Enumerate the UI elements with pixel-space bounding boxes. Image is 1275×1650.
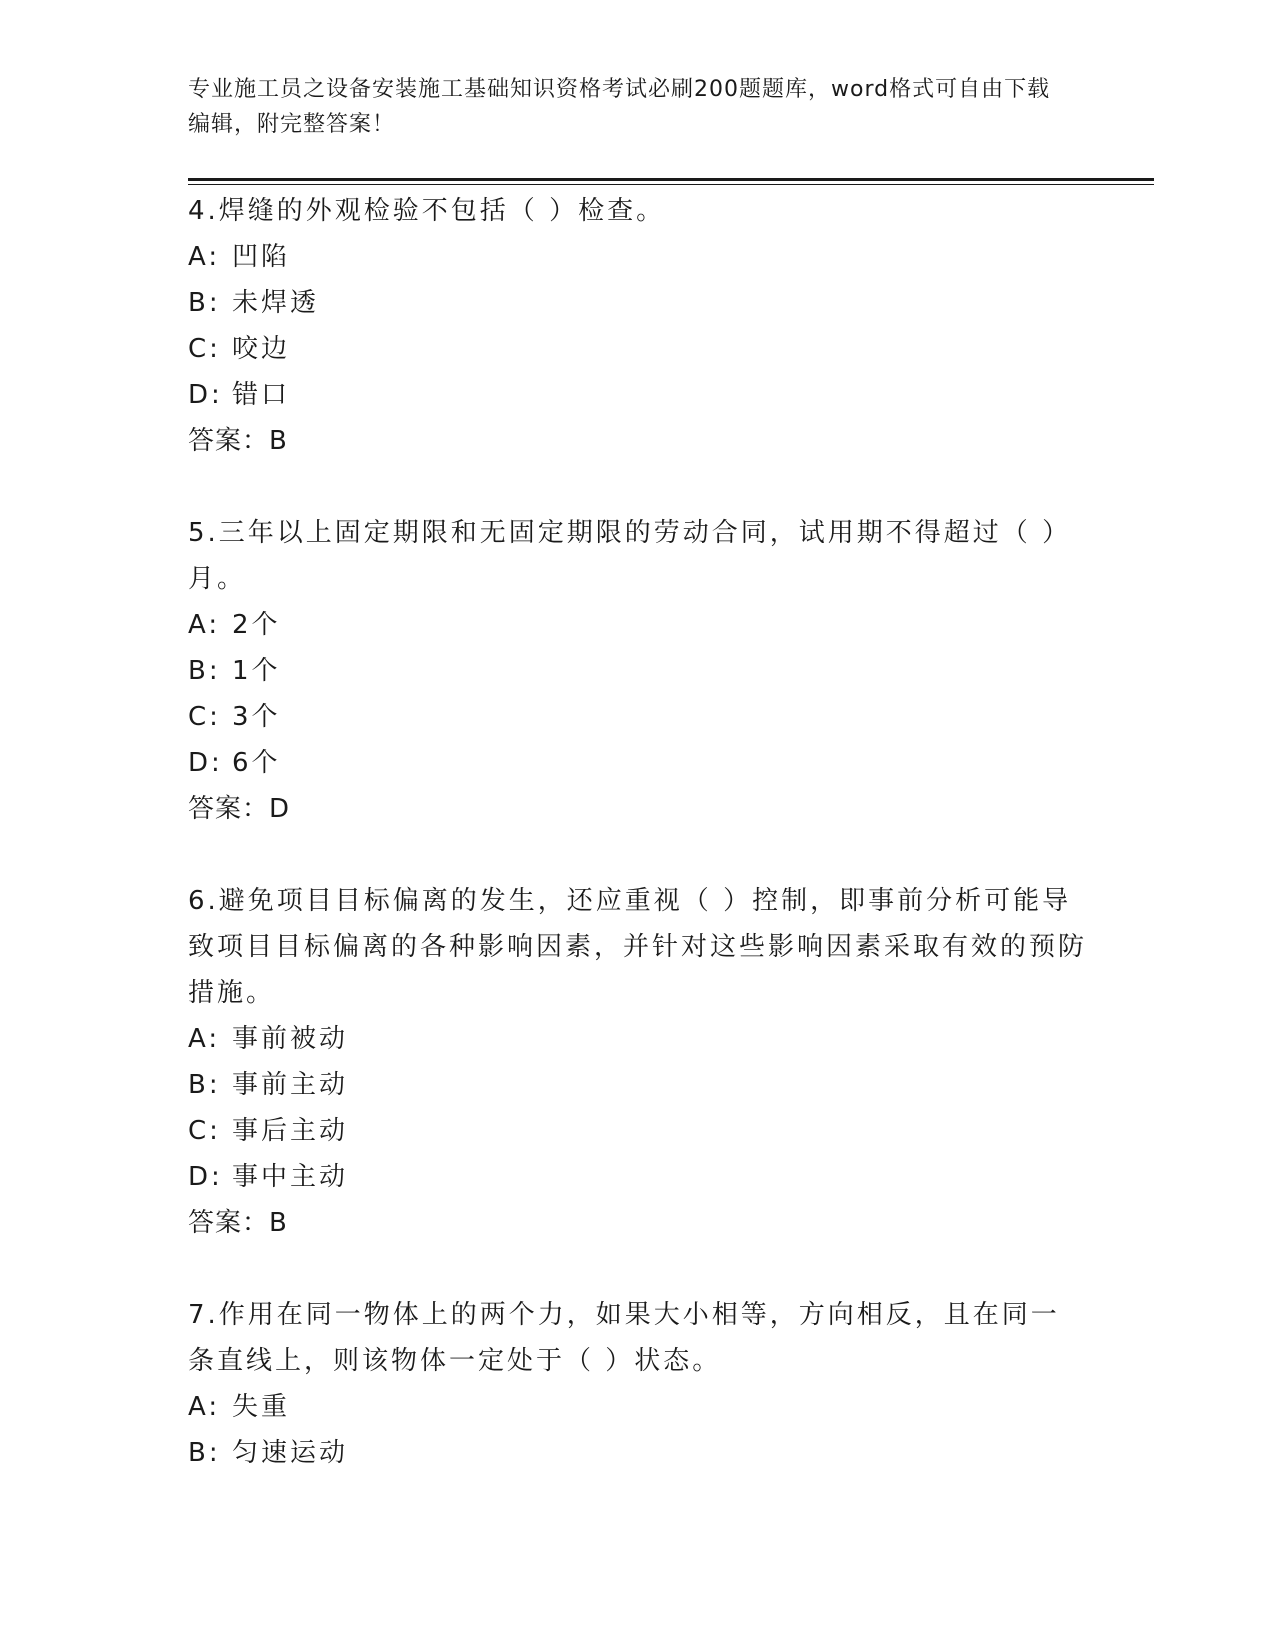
question-stem: 5.三年以上固定期限和无固定期限的劳动合同，试用期不得超过（ ）月。 [188, 518, 1072, 594]
option-a [188, 1016, 1088, 1062]
option-a [188, 234, 1088, 280]
answer-line: 答案：D [188, 794, 291, 824]
answer-line: 答案：B [188, 426, 288, 456]
question-stem: 6.避免项目目标偏离的发生，还应重视（ ）控制，即事前分析可能导致项目目标偏离的各种影响因素，并针对这些影响因素采取有效的预防措施。 [188, 886, 1088, 1008]
option-text: 3个 [232, 702, 281, 732]
option-d [188, 1154, 1088, 1200]
question-7 [188, 1292, 1088, 1476]
question-spacer [188, 832, 1088, 878]
option-letter: A: [188, 1392, 221, 1422]
option-a [188, 1384, 1088, 1430]
option-letter: C: [188, 1116, 221, 1146]
option-text: 6个 [232, 748, 281, 778]
question-spacer [188, 1246, 1088, 1292]
option-letter: A: [188, 1024, 221, 1054]
option-b [188, 1062, 1088, 1108]
option-text: 事后主动 [232, 1116, 349, 1146]
option-text: 事前主动 [232, 1070, 349, 1100]
option-text: 咬边 [232, 334, 291, 364]
option-letter: B: [188, 288, 221, 318]
question-stem: 7.作用在同一物体上的两个力，如果大小相等，方向相反，且在同一条直线上，则该物体一定处于（ ）状态。 [188, 1300, 1060, 1376]
option-text: 未焊透 [232, 288, 320, 318]
option-b [188, 280, 1088, 326]
question-4 [188, 188, 1088, 464]
option-letter: C: [188, 702, 221, 732]
option-letter: A: [188, 610, 221, 640]
option-c [188, 326, 1088, 372]
option-b [188, 1430, 1088, 1476]
question-6 [188, 878, 1088, 1246]
question-spacer [188, 464, 1088, 510]
option-a [188, 602, 1088, 648]
option-letter: C: [188, 334, 221, 364]
question-5 [188, 510, 1088, 832]
option-letter: A: [188, 242, 221, 272]
option-letter: D: [188, 748, 223, 778]
option-text: 1个 [232, 656, 281, 686]
option-letter: B: [188, 1438, 221, 1468]
question-stem: 4.焊缝的外观检验不包括（ ）检查。 [188, 196, 666, 226]
answer-line: 答案：B [188, 1208, 288, 1238]
header-rule-thin [188, 184, 1154, 185]
option-text: 匀速运动 [232, 1438, 349, 1468]
option-letter: B: [188, 1070, 221, 1100]
option-text: 错口 [232, 380, 291, 410]
option-letter: D: [188, 380, 223, 410]
option-letter: B: [188, 656, 221, 686]
option-text: 事中主动 [232, 1162, 349, 1192]
document-header: 专业施工员之设备安装施工基础知识资格考试必刷200题题库，word格式可自由下载编辑，附完整答案！ [188, 77, 1051, 137]
option-c [188, 694, 1088, 740]
option-text: 失重 [232, 1392, 291, 1422]
option-b [188, 648, 1088, 694]
option-c [188, 1108, 1088, 1154]
option-d [188, 372, 1088, 418]
option-text: 2个 [232, 610, 281, 640]
header-rule-thick [188, 178, 1154, 181]
option-text: 事前被动 [232, 1024, 349, 1054]
question-list [188, 188, 1088, 1476]
option-d [188, 740, 1088, 786]
option-text: 凹陷 [232, 242, 291, 272]
option-letter: D: [188, 1162, 223, 1192]
